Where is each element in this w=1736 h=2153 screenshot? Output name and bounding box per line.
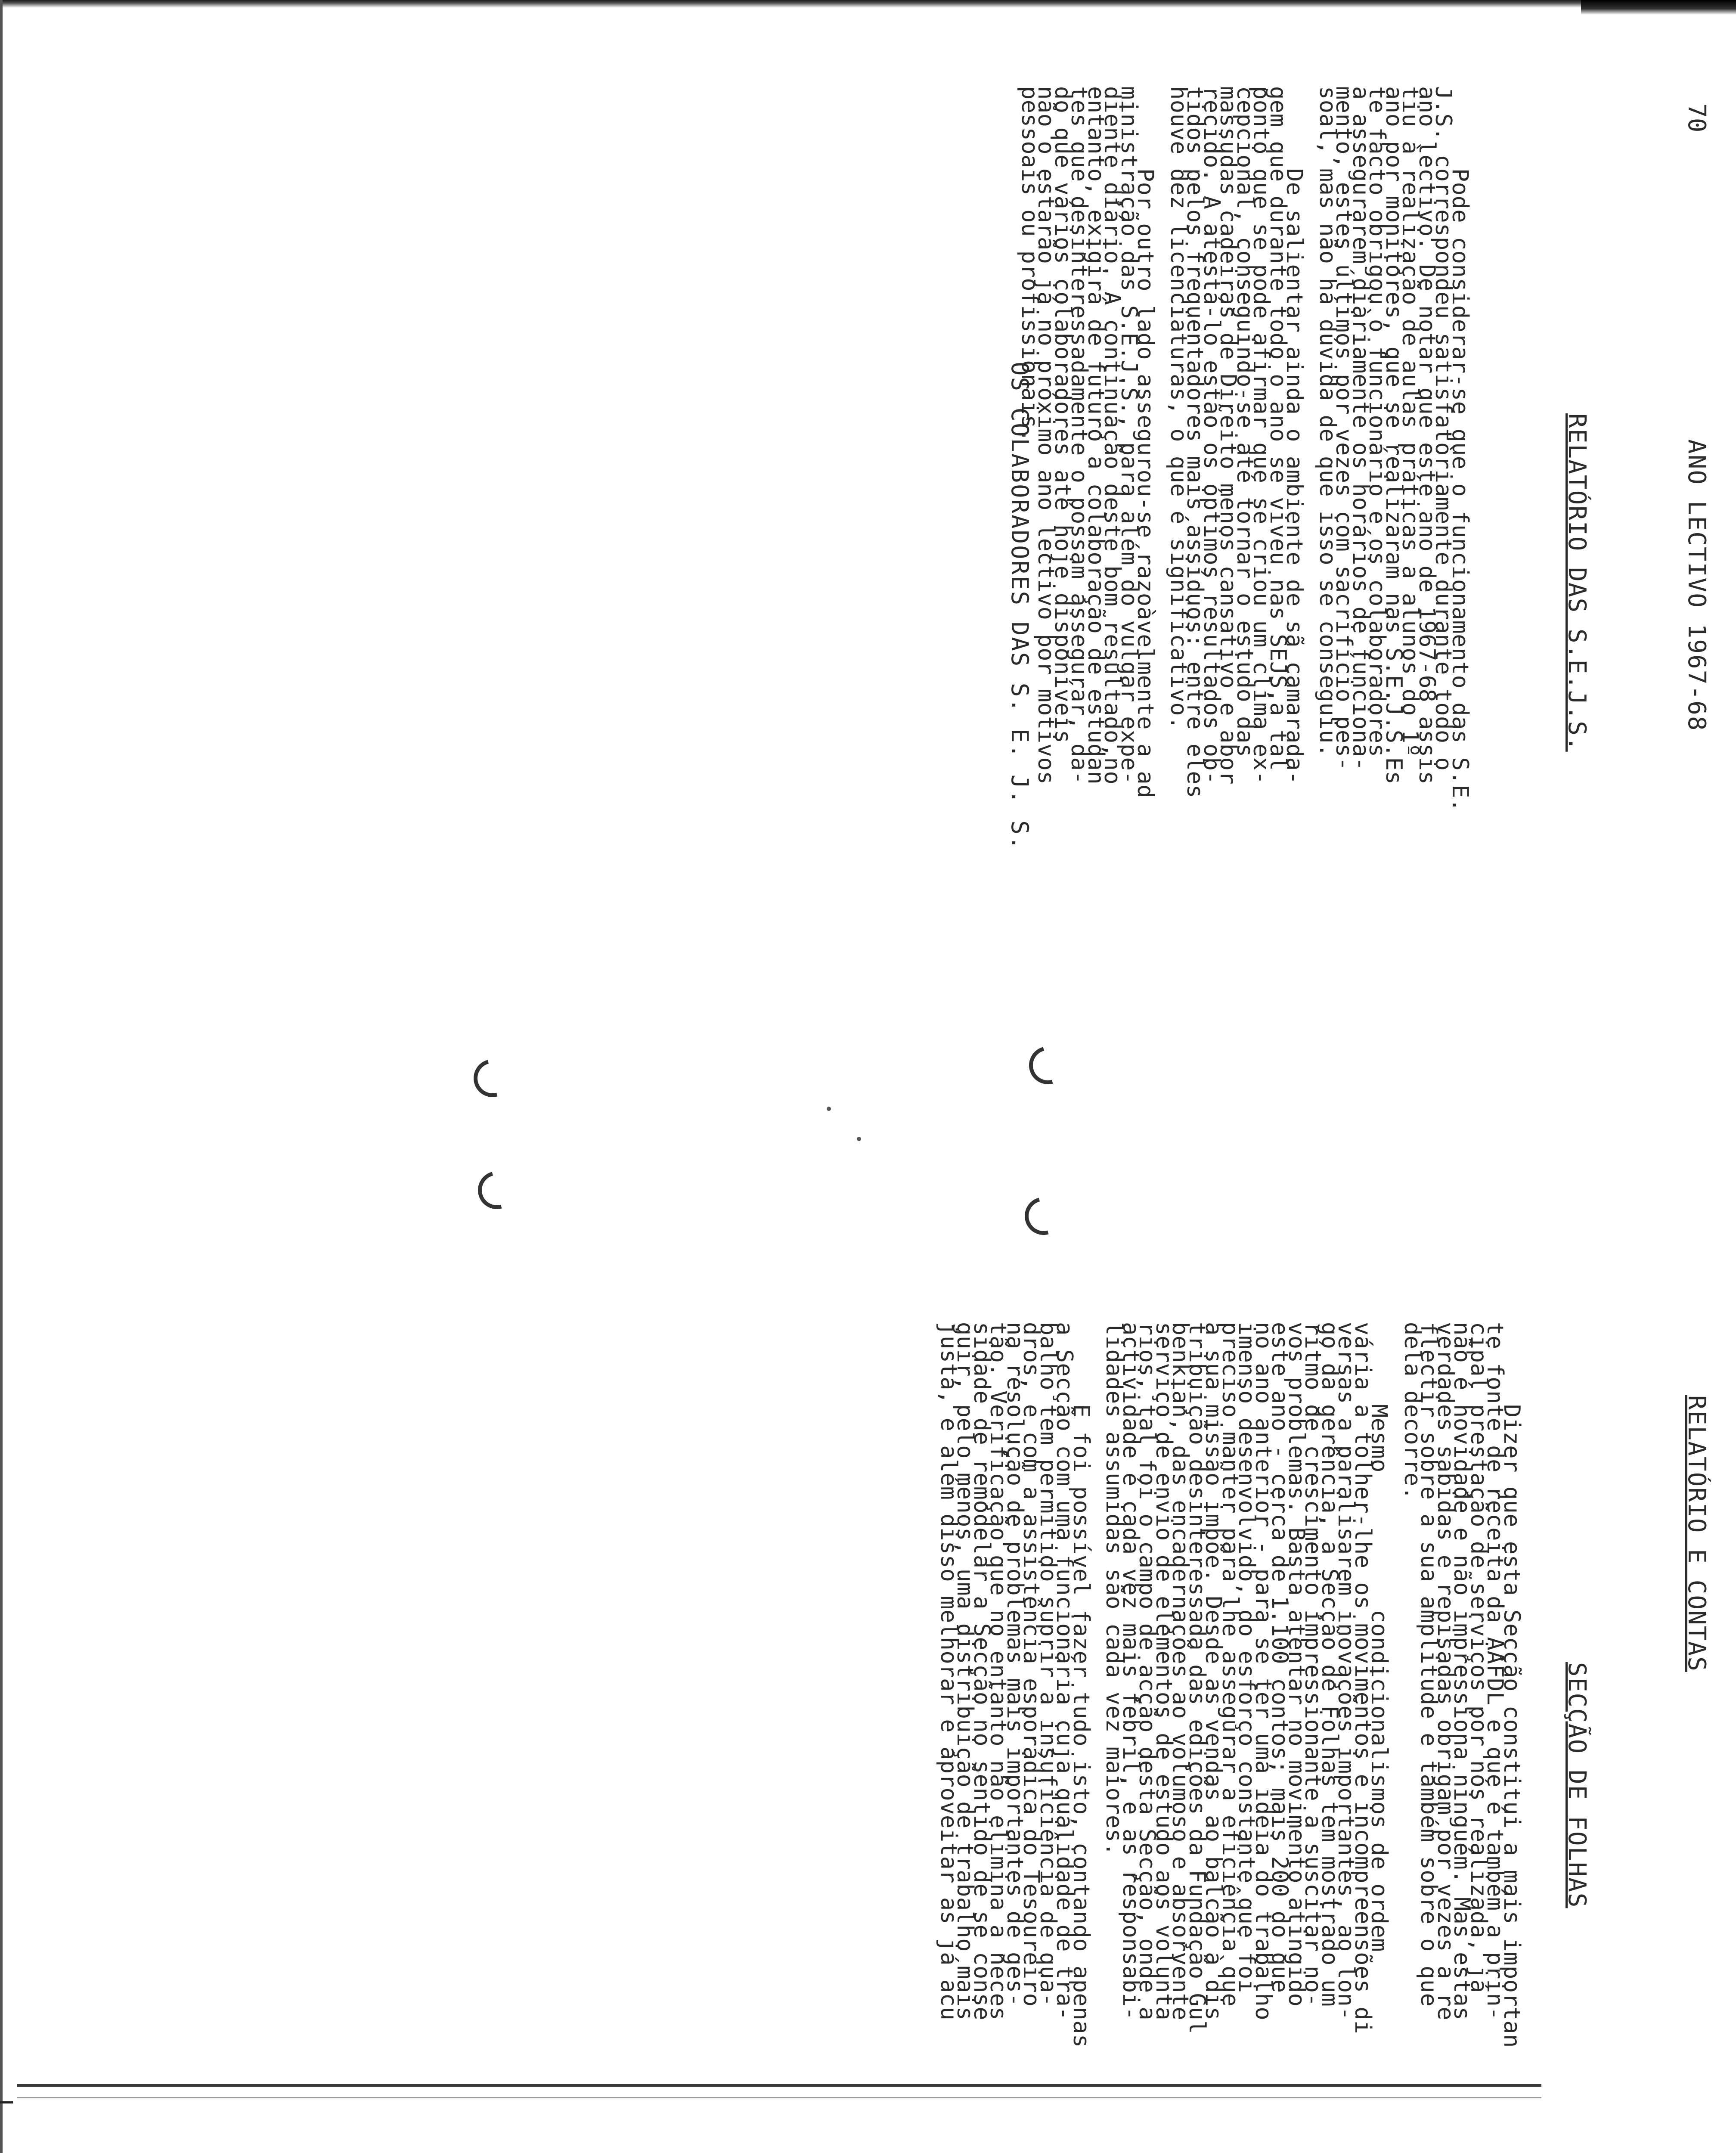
signature-line: OS COLABORADORES DAS S. E. J. S. bbox=[1006, 362, 1033, 851]
scan-top-edge bbox=[0, 0, 1736, 8]
paragraph: Pode considerar-se que o funcionamento das S.E. J.S. correspondeu satisfatòriamente durante todo o ano lectivo. De notar que este ano de 1967-68 assis tiu à realização de aulas práticas a alunos do 1º ano por monitores, que se realizaram nas S.E.J.S.Es te facto obrigou o funcionário e os colaboradores a assegurarem diàriamente os horários de funciona- mento, estes últimos por vezes com sacrifício pes- soal, mas não há dúvida de que isso se conseguiu. bbox=[1314, 86, 1473, 812]
paragraph: Por outro lado assegurou-se razoàvelmente a ad ministração das S.E.J.S., para além do vulgar expe- diente diário. A continuação deste bom resultado,no entanto, exigirá de futuro a colaboração de estudan tes que desinteressadamente o possam assegurar, da- do que vários colaboradores até hoje disponíveis não o estarão já no próximo ano lectivo por motivos pessoais ou profissionais. bbox=[1017, 86, 1159, 798]
margin-mark bbox=[0, 2101, 13, 2103]
right-page-title: SECÇÃO DE FOLHAS bbox=[1563, 1662, 1591, 1908]
paragraph: E foi possível fazer tudo isto, contando apenas a Secção com uma funcionária cuja qualidade de tra- balho tem permitido suprir a insuficiência de qua- dros, e com a assistência esporádica do Tesoureiro na resolução de problemas mais importantes de ges- tão. Verificação que no entanto não elimina a neces sidade de remodelar a Secção no sentido de se conse guir, pelo menos, uma distribuição de trabalho mais justa, e além disso melhorar e aproveitar as já acu bbox=[936, 1322, 1094, 2048]
right-page-body bbox=[924, 1322, 1525, 2153]
paragraph: Dizer que esta Secção constitui a mais importan te fonte de receita da AAFDL e que é também a prin- cipal prestação de serviços por nós realizada, já não é novidade e não impressiona ninguém. Mas estas verdades sabidas e repisadas obrigam por vezes a re flectir sobre a sua amplitude e também sobre o que dela decorre. bbox=[1399, 1322, 1525, 2048]
scan-corner-shadow bbox=[1581, 0, 1736, 15]
left-page-number: 70 bbox=[1683, 103, 1711, 133]
paragraph: Mesmo condicionalismos de ordem vária a tolher-lhe os movimentos e incompreensões di versas a paralisarem inovações importantes, ao lon- go da gerência, a Secção de Folhas tem mostrado um rítmo de crescimento impressionante a suscitar no- vos problemas. Basta atentar no movimento atingido este ano - cerca de 1.100 contos; mais 200 do que no ano anterior - para se ter uma ideia do trabalho imenso desenvolvido, do esforço constante que foi preciso manter para lhe assegurar a eficiência que a sua missão impõe. Desde as vendas ao balcão à dis tribuição desinteressada das edições da Fundação Gul benkian, das encadernações ao volumoso e absorvente serviço de envio de elementos de estudo aos volunta rios, tal foi o campo de acção desta Secção, onde a actividade é cada vez mais febril, e as responsabi- lidades assumidas são cada vez maiores. bbox=[1101, 1322, 1392, 2034]
left-page-title: RELATÓRIO DAS S.E.J.S. bbox=[1563, 413, 1591, 752]
right-page-header: RELATÓRIO E CONTAS bbox=[1683, 1395, 1711, 1672]
left-page-body bbox=[1005, 86, 1473, 1120]
scan-left-edge bbox=[0, 0, 3, 2153]
paragraph: De salientar ainda o ambiente de sã camarada- gem que durante todo o ano se viveu nas SEJS,a tal ponto que se pode afirmar que se criou um clima ex- cepcional, conseguindo-se até tornar o estudo das massudas cadeiras de Direito menos cansativo e abor recido. A atestá-lo estão os óptimos resultados ob- tidos pelos frequentadores mais assíduos: entre eles houve dez licenciaturas, o que é significativo. bbox=[1166, 86, 1308, 798]
document-spread bbox=[30, 86, 1709, 2153]
left-page-header: ANO LECTIVO 1967-68 bbox=[1683, 439, 1711, 732]
